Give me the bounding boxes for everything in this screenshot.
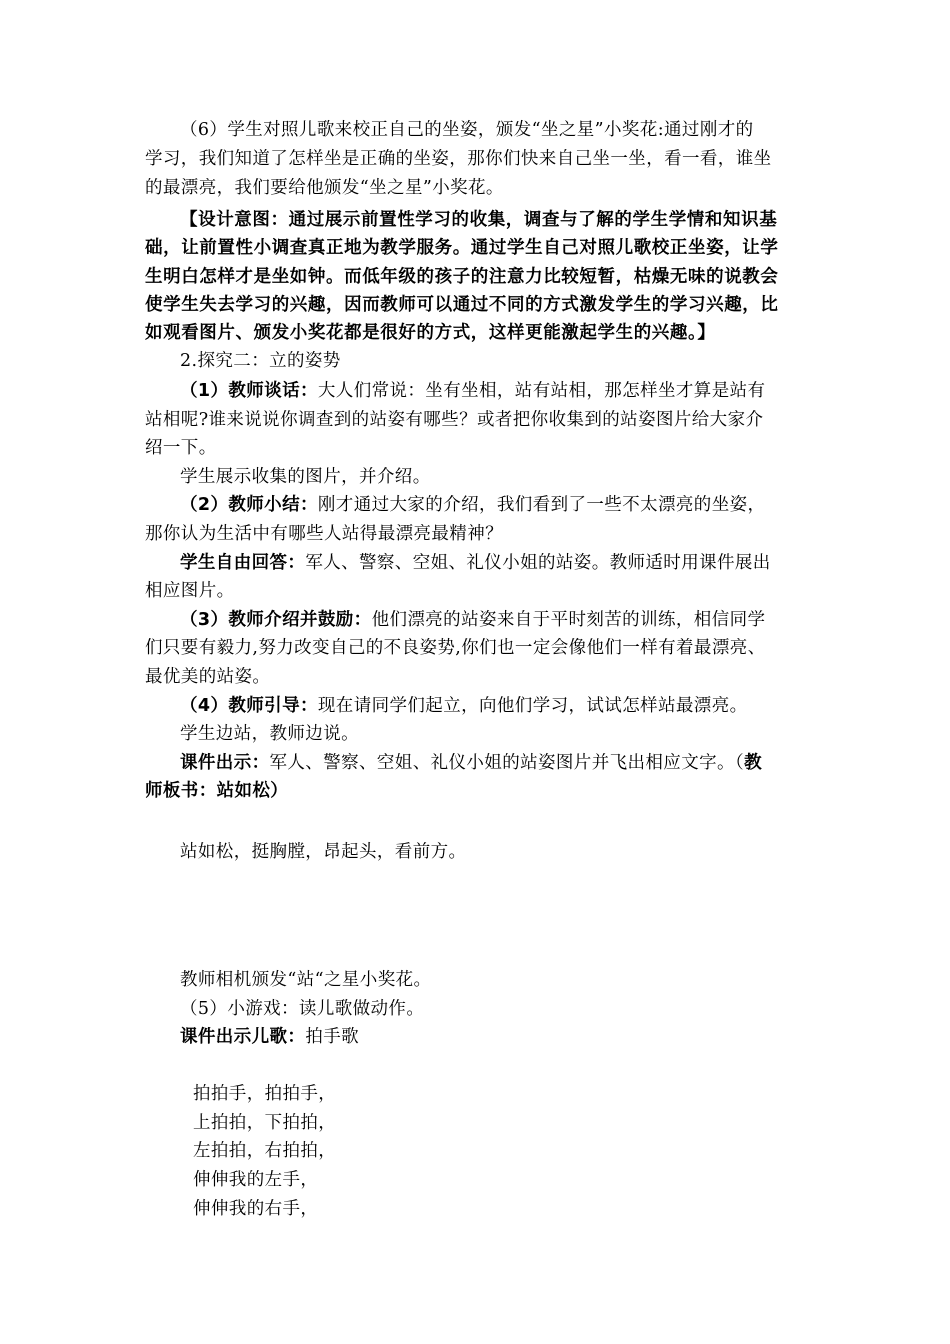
answer-line-1	[180, 549, 845, 577]
design-intent-line-5: 如观看图片、颁发小奖花都是很好的方式，这样更能激起学生的兴趣。】	[145, 323, 716, 343]
courseware-line-2: 师板书：站如松）	[145, 781, 289, 801]
song-line-3: 左拍拍，右拍拍，	[193, 1141, 337, 1161]
question-3-text: 他们漂亮的站姿来自于平时刻苦的训练，相信同学	[371, 610, 766, 630]
question-1-label: （1）教师谈话：	[180, 381, 318, 401]
song-line-5: 伸伸我的右手，	[193, 1199, 319, 1219]
question-1-line-3: 绍一下。	[145, 438, 217, 458]
answer-label: 学生自由回答：	[180, 553, 306, 573]
question-3-line-3: 最优美的站姿。	[145, 667, 271, 687]
answer-text: 军人、警察、空姐、礼仪小姐的站姿。教师适时用课件展出	[305, 553, 771, 573]
paragraph-6-line-1: （6）学生对照儿歌来校正自己的坐姿，颁发“坐之星”小奖花:通过刚才的	[180, 120, 754, 140]
paragraph-6-line-3: 的最漂亮，我们要给他颁发“坐之星”小奖花。	[145, 178, 504, 198]
section-heading: 2.探究二：立的姿势	[180, 351, 341, 371]
design-intent-line-4: 使学生失去学习的兴趣，因而教师可以通过不同的方式激发学生的学习兴趣，比	[145, 295, 779, 315]
question-3-label: （3）教师介绍并鼓励：	[180, 610, 372, 630]
question-4-text: 现在请同学们起立，向他们学习，试试怎样站最漂亮。	[317, 696, 748, 716]
question-4-line	[180, 692, 845, 720]
question-1-line-1	[180, 377, 845, 405]
paragraph-6-line-2: 学习，我们知道了怎样坐是正确的坐姿，那你们快来自己坐一坐，看一看，谁坐	[145, 149, 772, 169]
question-1-text: 大人们常说：坐有坐相，站有站相，那怎样坐才算是站有	[317, 381, 766, 401]
song-title-line	[180, 1023, 845, 1051]
courseware-text-bold: 教	[744, 753, 762, 773]
student-show-line: 学生展示收集的图片，并介绍。	[180, 467, 431, 487]
question-2-line-1	[180, 491, 845, 519]
song-title-label: 课件出示儿歌：	[180, 1027, 306, 1047]
award-line: 教师相机颁发“站“之星小奖花。	[180, 970, 432, 990]
question-2-text: 刚才通过大家的介绍，我们看到了一些不太漂亮的坐姿，	[317, 495, 766, 515]
stand-rhyme-line: 站如松，挺胸膛，昂起头，看前方。	[180, 842, 467, 862]
question-3-line-2: 们只要有毅力,努力改变自己的不良姿势,你们也一定会像他们一样有着最漂亮、	[145, 638, 766, 658]
song-line-1: 拍拍手，拍拍手，	[193, 1084, 337, 1104]
game-line: （5）小游戏：读儿歌做动作。	[180, 999, 425, 1019]
question-2-label: （2）教师小结：	[180, 495, 318, 515]
design-intent-line-3: 生明白怎样才是坐如钟。而低年级的孩子的注意力比较短暂，枯燥无味的说教会	[145, 267, 779, 287]
song-line-2: 上拍拍，下拍拍，	[193, 1113, 337, 1133]
courseware-label: 课件出示：	[180, 753, 270, 773]
question-2-line-2: 那你认为生活中有哪些人站得最漂亮最精神？	[145, 524, 503, 544]
courseware-line-1	[180, 749, 845, 777]
question-4-label: （4）教师引导：	[180, 696, 318, 716]
song-line-4: 伸伸我的左手，	[193, 1170, 319, 1190]
question-1-line-2: 站相呢?谁来说说你调查到的站姿有哪些？或者把你收集到的站姿图片给大家介	[145, 410, 764, 430]
song-title-text: 拍手歌	[305, 1027, 360, 1047]
design-intent-line-2: 础，让前置性小调查真正地为教学服务。通过学生自己对照儿歌校正坐姿，让学	[145, 238, 779, 258]
courseware-text: 军人、警察、空姐、礼仪小姐的站姿图片并飞出相应文字。（	[269, 753, 745, 773]
student-stand-line: 学生边站，教师边说。	[180, 724, 359, 744]
question-3-line-1	[180, 606, 845, 634]
design-intent-line-1: 【设计意图：通过展示前置性学习的收集，调查与了解的学生学情和知识基	[180, 210, 778, 230]
answer-line-2: 相应图片。	[145, 581, 235, 601]
